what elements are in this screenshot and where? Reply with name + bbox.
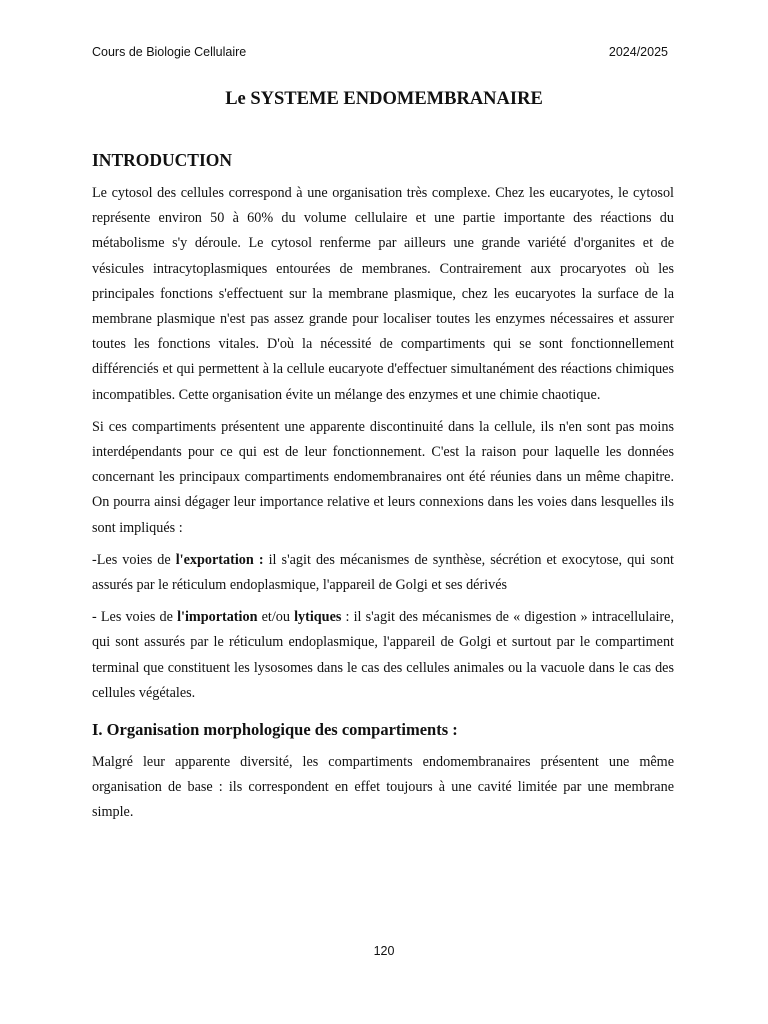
document-body [92, 150, 674, 833]
bold-term-import: l'importation [177, 609, 258, 626]
page-number: 120 [373, 944, 395, 958]
intro-paragraph-1: Le cytosol des cellules correspond à une organisation très complexe. Chez les eucaryotes, le cytosol représente environ 50 à 60% du volume cellulaire et une partie importante des réactions du métabolisme s'y déroule. Le cytosol renferme par ailleurs une grande variété d'organites et de vésicules intracytoplasmiques entourées de membranes. Contrairement aux procaryotes où les principales fonctions s'effectuent sur la membrane plasmique, chez les eucaryotes la surface de la membrane plasmique n'est pas assez grande pour localiser toutes les enzymes nécessaires et assurer toutes les fonctions vitales. D'où la nécessité de compartiments qui se sont fonctionnellement différenciés et qui permettent à la cellule eucaryote d'effectuer simultanément des réactions chimiques incompatibles. Cette organisation évite un mélange des enzymes et une chimie chaotique. [92, 185, 674, 403]
section-1-paragraph: Malgré leur apparente diversité, les compartiments endomembranaires présentent une même organisation de base : ils correspondent en effet toujours à une cavité limitée par une membrane simple. [92, 754, 674, 821]
text-span: -Les voies de [92, 551, 176, 568]
header-course: Cours de Biologie Cellulaire [92, 45, 247, 59]
bold-term-export: l'exportation : [175, 551, 264, 568]
intro-paragraph-2: Si ces compartiments présentent une apparente discontinuité dans la cellule, ils n'en sont pas moins interdépendants pour ce qui est de leur fonctionnement. C'est la raison pour laquelle les données concernant les principaux compartiments endomembranaires ont été réunies dans un même chapitre. On pourra ainsi dégager leur importance relative et leurs connexions dans les voies dans lesquelles ils sont impliqués : [92, 418, 674, 536]
section-1-heading: I. Organisation morphologique des compartiments : [92, 720, 458, 740]
document-title: Le SYSTEME ENDOMEMBRANAIRE [225, 89, 543, 109]
intro-paragraph-import [92, 605, 674, 706]
page-header [92, 45, 668, 59]
bold-term-lytic: lytiques [294, 609, 342, 626]
intro-paragraph-export [92, 548, 674, 598]
text-span: il s'agit des mécanismes de synthèse, sécrétion et exocytose, qui sont assurés par le réticulum endoplasmique, l'appareil de Golgi et ses dérivés [92, 551, 674, 594]
text-span: et/ou [257, 609, 295, 626]
text-span: : il s'agit des mécanismes de « digestion » intracellulaire, qui sont assurés par le réticulum endoplasmique, l'appareil de Golgi et surtout par le compartiment terminal que constituent les lysosomes dans le cas des cellules animales ou la vacuole dans le cas des cellules végétales. [92, 609, 674, 701]
intro-heading: INTRODUCTION [92, 150, 233, 170]
text-span: - Les voies de [92, 609, 178, 626]
header-year: 2024/2025 [608, 45, 668, 59]
